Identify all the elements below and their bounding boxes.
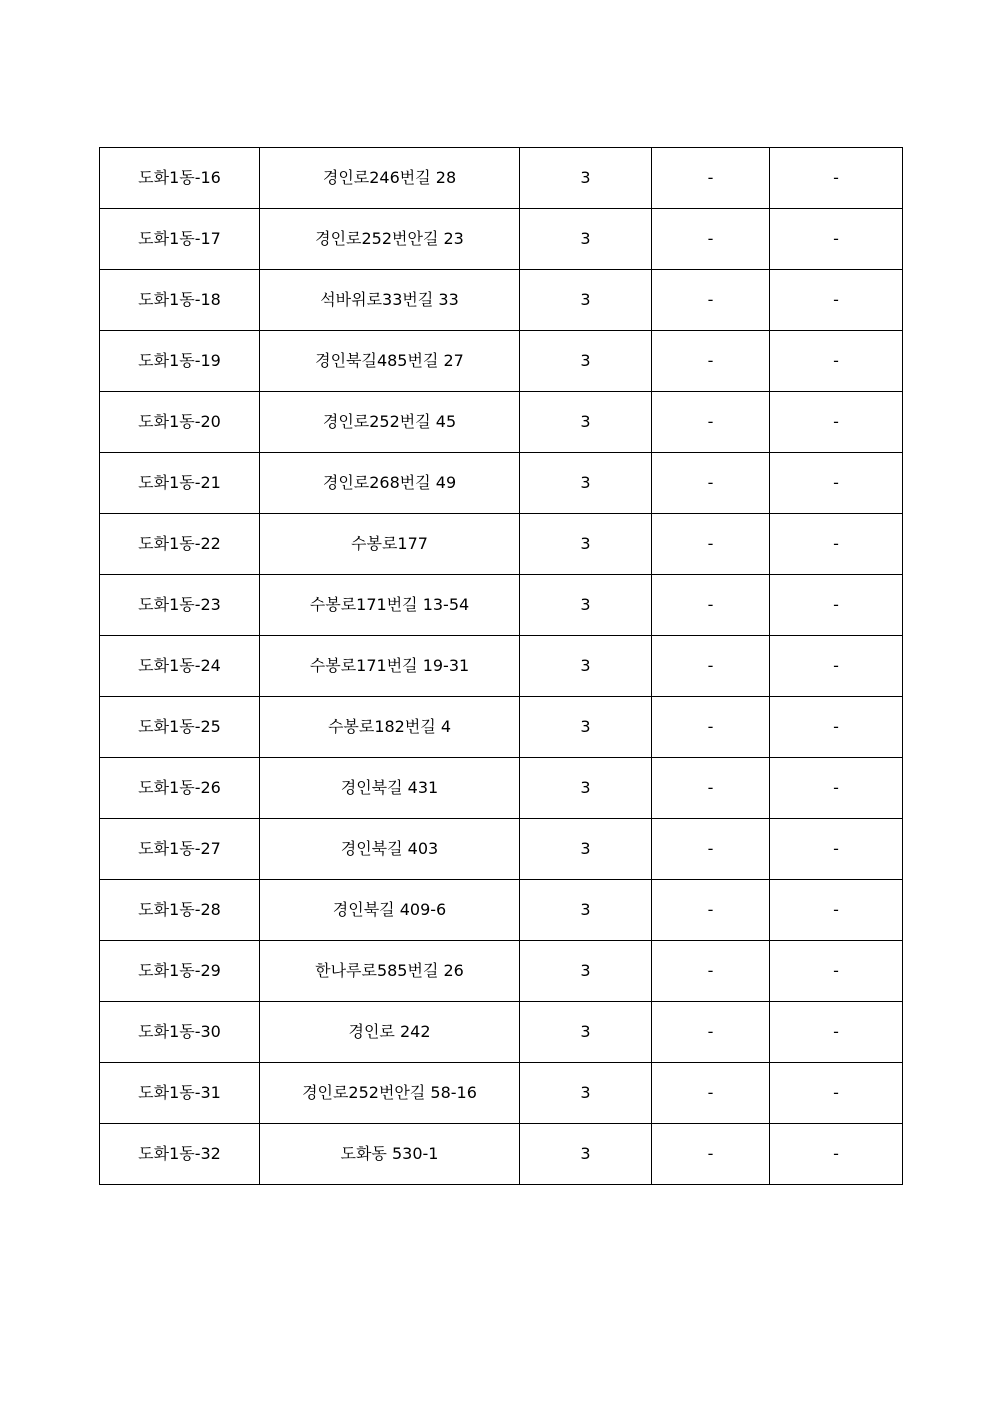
value-cell-b: - [770,1063,903,1124]
table-row [100,392,903,453]
value-cell-b: - [770,392,903,453]
value-cell-b: - [770,453,903,514]
table-row [100,1002,903,1063]
value-cell-a: - [652,636,770,697]
value-cell-b: - [770,270,903,331]
table-row [100,636,903,697]
value-cell-b: - [770,880,903,941]
count-cell: 3 [520,758,652,819]
address-cell: 수봉로177 [260,514,520,575]
table-row [100,819,903,880]
address-cell: 경인로246번길 28 [260,148,520,209]
count-cell: 3 [520,941,652,1002]
table-row [100,209,903,270]
address-cell: 경인로 242 [260,1002,520,1063]
table-body [100,148,903,1185]
count-cell: 3 [520,1124,652,1185]
value-cell-a: - [652,209,770,270]
value-cell-a: - [652,453,770,514]
count-cell: 3 [520,697,652,758]
address-cell: 수봉로182번길 4 [260,697,520,758]
location-id-cell: 도화1동-32 [100,1124,260,1185]
value-cell-a: - [652,331,770,392]
value-cell-b: - [770,819,903,880]
address-cell: 한나루로585번길 26 [260,941,520,1002]
value-cell-b: - [770,1002,903,1063]
count-cell: 3 [520,819,652,880]
address-cell: 수봉로171번길 13-54 [260,575,520,636]
location-id-cell: 도화1동-29 [100,941,260,1002]
value-cell-b: - [770,575,903,636]
table-row [100,453,903,514]
location-id-cell: 도화1동-19 [100,331,260,392]
location-id-cell: 도화1동-18 [100,270,260,331]
value-cell-a: - [652,880,770,941]
location-id-cell: 도화1동-24 [100,636,260,697]
count-cell: 3 [520,880,652,941]
count-cell: 3 [520,270,652,331]
count-cell: 3 [520,1002,652,1063]
value-cell-b: - [770,209,903,270]
value-cell-b: - [770,941,903,1002]
value-cell-b: - [770,514,903,575]
value-cell-a: - [652,697,770,758]
table-row [100,941,903,1002]
table-row [100,1063,903,1124]
table-row [100,758,903,819]
count-cell: 3 [520,331,652,392]
count-cell: 3 [520,209,652,270]
location-id-cell: 도화1동-27 [100,819,260,880]
count-cell: 3 [520,392,652,453]
table-row [100,331,903,392]
address-cell: 경인북길 409-6 [260,880,520,941]
location-id-cell: 도화1동-26 [100,758,260,819]
location-id-cell: 도화1동-31 [100,1063,260,1124]
count-cell: 3 [520,453,652,514]
address-cell: 경인로268번길 49 [260,453,520,514]
address-cell: 경인로252번길 45 [260,392,520,453]
value-cell-b: - [770,697,903,758]
value-cell-a: - [652,758,770,819]
table-row [100,880,903,941]
address-cell: 수봉로171번길 19-31 [260,636,520,697]
location-id-cell: 도화1동-23 [100,575,260,636]
value-cell-a: - [652,514,770,575]
location-id-cell: 도화1동-22 [100,514,260,575]
count-cell: 3 [520,575,652,636]
address-cell: 경인로252번안길 58-16 [260,1063,520,1124]
value-cell-b: - [770,148,903,209]
table-row [100,148,903,209]
table-row [100,1124,903,1185]
location-id-cell: 도화1동-25 [100,697,260,758]
location-id-cell: 도화1동-16 [100,148,260,209]
count-cell: 3 [520,148,652,209]
location-id-cell: 도화1동-30 [100,1002,260,1063]
value-cell-a: - [652,148,770,209]
location-id-cell: 도화1동-21 [100,453,260,514]
value-cell-a: - [652,819,770,880]
address-cell: 경인북길 403 [260,819,520,880]
address-cell: 석바위로33번길 33 [260,270,520,331]
value-cell-a: - [652,941,770,1002]
address-cell: 경인북길 431 [260,758,520,819]
count-cell: 3 [520,636,652,697]
value-cell-a: - [652,270,770,331]
count-cell: 3 [520,1063,652,1124]
value-cell-b: - [770,758,903,819]
address-table [99,147,903,1185]
value-cell-b: - [770,1124,903,1185]
location-id-cell: 도화1동-20 [100,392,260,453]
count-cell: 3 [520,514,652,575]
value-cell-a: - [652,1002,770,1063]
table-row [100,575,903,636]
value-cell-a: - [652,392,770,453]
value-cell-b: - [770,331,903,392]
value-cell-a: - [652,575,770,636]
value-cell-a: - [652,1124,770,1185]
table-row [100,270,903,331]
table-row [100,514,903,575]
address-cell: 경인로252번안길 23 [260,209,520,270]
location-id-cell: 도화1동-17 [100,209,260,270]
address-cell: 경인북길485번길 27 [260,331,520,392]
value-cell-b: - [770,636,903,697]
location-id-cell: 도화1동-28 [100,880,260,941]
value-cell-a: - [652,1063,770,1124]
table-row [100,697,903,758]
address-cell: 도화동 530-1 [260,1124,520,1185]
